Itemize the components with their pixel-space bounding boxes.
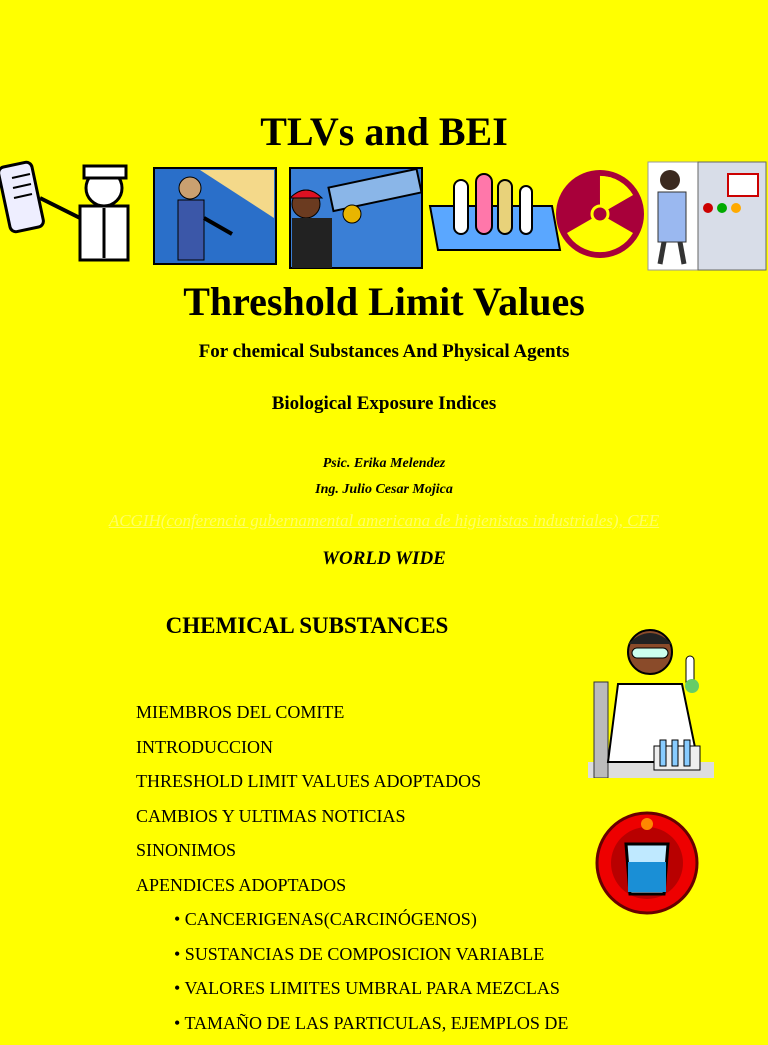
radiation-icon — [556, 166, 644, 258]
author-1: Psic. Erika Melendez — [322, 456, 446, 471]
world-wide-heading: WORLD WIDE — [322, 548, 446, 569]
submenu-item-cancerigenas[interactable]: • CANCERIGENAS(CARCINÓGENOS) — [174, 909, 477, 929]
lab-technician-panel-icon — [648, 162, 766, 270]
menu-item-tlv-adoptados[interactable]: THRESHOLD LIMIT VALUES ADOPTADOS — [136, 771, 482, 792]
section-title: CHEMICAL SUBSTANCES — [165, 613, 449, 638]
submenu-item-composicion-variable[interactable]: • SUSTANCIAS DE COMPOSICION VARIABLE — [174, 943, 545, 964]
subtitle: Threshold Limit Values — [183, 279, 585, 324]
appendix-submenu — [174, 907, 568, 1045]
menu-item-apendices[interactable]: APENDICES ADOPTADOS — [136, 874, 347, 895]
menu-item-miembros[interactable]: MIEMBROS DEL COMITE — [136, 702, 345, 722]
author-2: Ing. Julio Cesar Mojica — [315, 482, 453, 497]
scientist-icon — [588, 622, 714, 778]
submenu-item-mezclas[interactable]: • VALORES LIMITES UMBRAL PARA MEZCLAS — [174, 978, 560, 999]
pipe-worker-icon — [290, 168, 422, 268]
submenu-item-particulas[interactable]: • TAMAÑO DE LAS PARTICULAS, EJEMPLOS DE — [174, 1012, 569, 1033]
welder-worker-icon — [154, 168, 276, 264]
subheading-biological: Biological Exposure Indices — [271, 393, 497, 414]
topic-menu — [136, 700, 481, 908]
subheading-chemical-physical: For chemical Substances And Physical Agents — [198, 341, 570, 362]
acgih-link[interactable]: ACGIH(conferencia gubernamental americana de higienistas industriales), CEE — [108, 511, 660, 530]
menu-item-cambios[interactable]: CAMBIOS Y ULTIMAS NOTICIAS — [136, 805, 406, 826]
clipart-banner — [0, 158, 768, 273]
menu-item-introduccion[interactable]: INTRODUCCION — [136, 736, 273, 757]
page-title: TLVs and BEI — [260, 109, 508, 154]
beaker-icon — [594, 810, 700, 916]
inspector-clipboard-icon — [0, 161, 128, 260]
menu-item-sinonimos[interactable]: SINONIMOS — [136, 840, 237, 861]
test-tubes-icon — [430, 174, 560, 250]
